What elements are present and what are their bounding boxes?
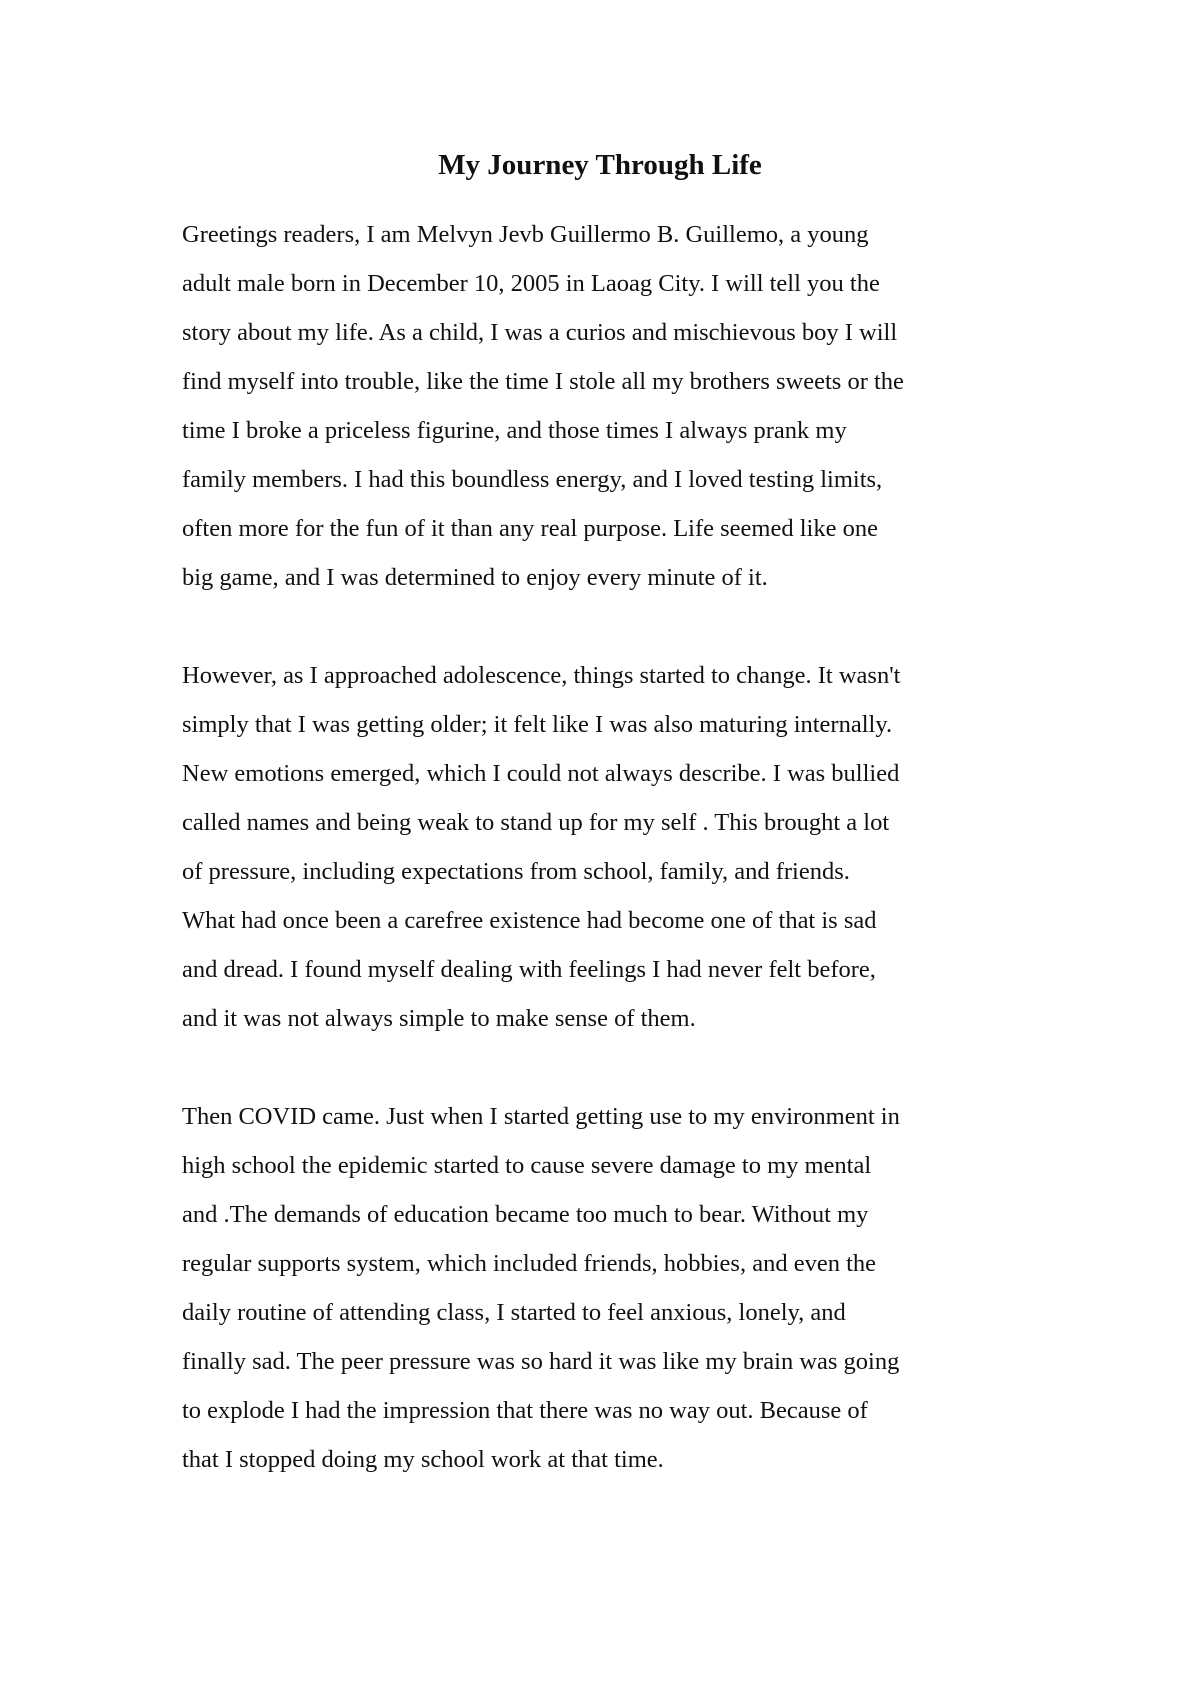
- text-line: simply that I was getting older; it felt like I was also maturing internally.: [182, 711, 893, 738]
- document-title: My Journey Through Life: [438, 149, 762, 181]
- text-line: finally sad. The peer pressure was so hard it was like my brain was going: [182, 1348, 900, 1375]
- text-line: high school the epidemic started to cause severe damage to my mental: [182, 1152, 872, 1179]
- text-line: regular supports system, which included friends, hobbies, and even the: [182, 1250, 877, 1277]
- text-line: time I broke a priceless figurine, and those times I always prank my: [182, 417, 847, 444]
- text-line: and it was not always simple to make sense of them.: [182, 1005, 696, 1032]
- text-line: adult male born in December 10, 2005 in Laoag City. I will tell you the: [182, 270, 880, 297]
- paragraph-1: [182, 210, 1042, 602]
- paragraph-3: [182, 1092, 1042, 1484]
- text-line: story about my life. As a child, I was a curios and mischievous boy I will: [182, 319, 898, 346]
- text-line: that I stopped doing my school work at that time.: [182, 1446, 664, 1473]
- text-line: big game, and I was determined to enjoy every minute of it.: [182, 564, 768, 591]
- text-line: However, as I approached adolescence, things started to change. It wasn't: [182, 662, 901, 689]
- text-line: to explode I had the impression that there was no way out. Because of: [182, 1397, 868, 1424]
- text-line: What had once been a carefree existence had become one of that is sad: [182, 907, 877, 934]
- text-line: and dread. I found myself dealing with feelings I had never felt before,: [182, 956, 876, 983]
- text-line: Then COVID came. Just when I started getting use to my environment in: [182, 1103, 900, 1130]
- paragraph-2: [182, 651, 1042, 1043]
- text-line: New emotions emerged, which I could not always describe. I was bullied: [182, 760, 900, 787]
- text-line: often more for the fun of it than any real purpose. Life seemed like one: [182, 515, 878, 542]
- text-line: of pressure, including expectations from school, family, and friends.: [182, 858, 850, 885]
- text-line: family members. I had this boundless energy, and I loved testing limits,: [182, 466, 883, 493]
- text-line: and .The demands of education became too much to bear. Without my: [182, 1201, 869, 1228]
- text-line: daily routine of attending class, I started to feel anxious, lonely, and: [182, 1299, 846, 1326]
- text-line: called names and being weak to stand up for my self . This brought a lot: [182, 809, 890, 836]
- text-line: Greetings readers, I am Melvyn Jevb Guillermo B. Guillemo, a young: [182, 221, 869, 248]
- text-line: find myself into trouble, like the time I stole all my brothers sweets or the: [182, 368, 904, 395]
